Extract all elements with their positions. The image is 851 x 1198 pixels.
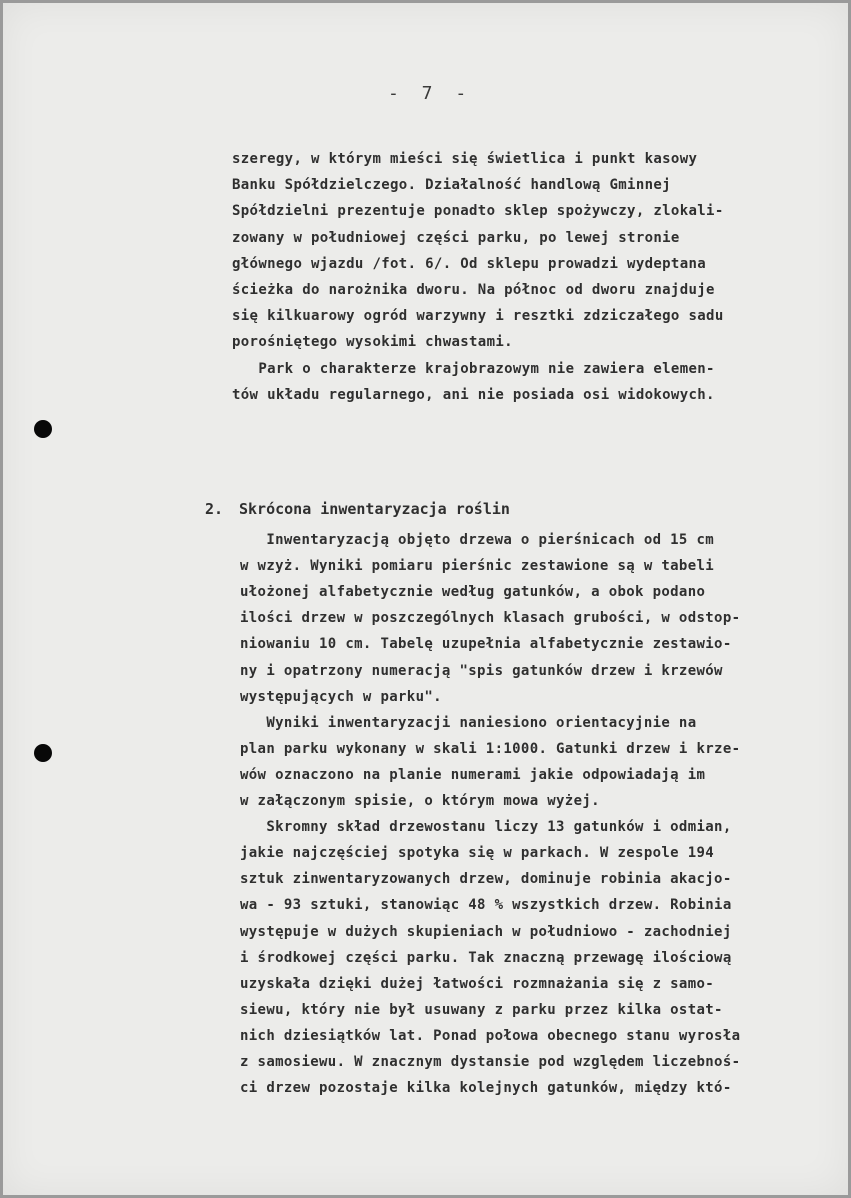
text-line: szeregy, w którym mieści się świetlica i punkt kasowy bbox=[232, 151, 698, 167]
text-line: ścieżka do narożnika dworu. Na północ od dworu znajduje bbox=[232, 282, 715, 298]
text-line: jakie najczęściej spotyka się w parkach. W zespole 194 bbox=[240, 845, 715, 862]
text-line: niowaniu 10 cm. Tabelę uzupełnia alfabetycznie zestawio- bbox=[240, 636, 732, 653]
text-line: głównego wjazdu /fot. 6/. Od sklepu prowadzi wydeptana bbox=[232, 255, 707, 272]
text-line: się kilkuarowy ogród warzywny i resztki zdziczałego sadu bbox=[232, 308, 724, 325]
text-line: i środkowej części parku. Tak znaczną przewagę ilościową bbox=[240, 949, 732, 966]
text-line: w wzyż. Wyniki pomiaru pierśnic zestawione są w tabeli bbox=[240, 558, 715, 575]
text-line: wa - 93 sztuki, stanowiąc 48 % wszystkich drzew. Robinia bbox=[240, 897, 732, 914]
section-2-title: Skrócona inwentaryzacja roślin bbox=[239, 500, 510, 518]
text-line: Park o charakterze krajobrazowym nie zawiera elemen- bbox=[232, 360, 715, 377]
punch-hole bbox=[34, 744, 52, 762]
text-line: Spółdzielni prezentuje ponadto sklep spożywczy, zlokali- bbox=[232, 203, 724, 220]
text-line: ułożonej alfabetycznie według gatunków, a obok podano bbox=[240, 584, 706, 601]
text-line: ny i opatrzony numeracją "spis gatunków drzew i krzewów bbox=[240, 662, 723, 679]
text-line: Skromny skład drzewostanu liczy 13 gatunków i odmian, bbox=[240, 819, 732, 836]
text-line: sztuk zinwentaryzowanych drzew, dominuje robinia akacjo- bbox=[240, 871, 732, 888]
page-number: - 7 - bbox=[388, 83, 473, 104]
text-line: zowany w południowej części parku, po lewej stronie bbox=[232, 229, 680, 246]
text-line: tów układu regularnego, ani nie posiada osi widokowych. bbox=[232, 386, 715, 403]
text-line: Wyniki inwentaryzacji naniesiono orientacyjnie na bbox=[240, 714, 697, 731]
text-line: z samosiewu. W znacznym dystansie pod względem liczebnoś- bbox=[240, 1054, 741, 1070]
section-2-number: 2. bbox=[205, 500, 224, 518]
text-line: uzyskała dzięki dużej łatwości rozmnażania się z samo- bbox=[240, 975, 715, 992]
document-page bbox=[3, 3, 848, 1195]
text-line: w załączonym spisie, o którym mowa wyżej. bbox=[240, 793, 600, 809]
punch-hole bbox=[34, 420, 52, 438]
text-line: występujących w parku". bbox=[240, 688, 442, 705]
text-line: nich dziesiątków lat. Ponad połowa obecnego stanu wyrosła bbox=[240, 1027, 741, 1044]
text-line: plan parku wykonany w skali 1:1000. Gatunki drzew i krze- bbox=[240, 740, 741, 757]
text-line: Inwentaryzacją objęto drzewa o pierśnicach od 15 cm bbox=[240, 532, 715, 548]
text-line: wów oznaczono na planie numerami jakie odpowiadają im bbox=[240, 766, 706, 783]
text-line: ci drzew pozostaje kilka kolejnych gatunków, między któ- bbox=[240, 1080, 732, 1097]
text-line: Banku Spółdzielczego. Działalność handlową Gminnej bbox=[232, 177, 671, 194]
text-line: siewu, który nie był usuwany z parku przez kilka ostat- bbox=[240, 1001, 723, 1018]
text-line: występuje w dużych skupieniach w południowo - zachodniej bbox=[240, 923, 732, 940]
text-line: ilości drzew w poszczególnych klasach grubości, w odstop- bbox=[240, 610, 741, 627]
text-line: porośniętego wysokimi chwastami. bbox=[232, 334, 513, 351]
